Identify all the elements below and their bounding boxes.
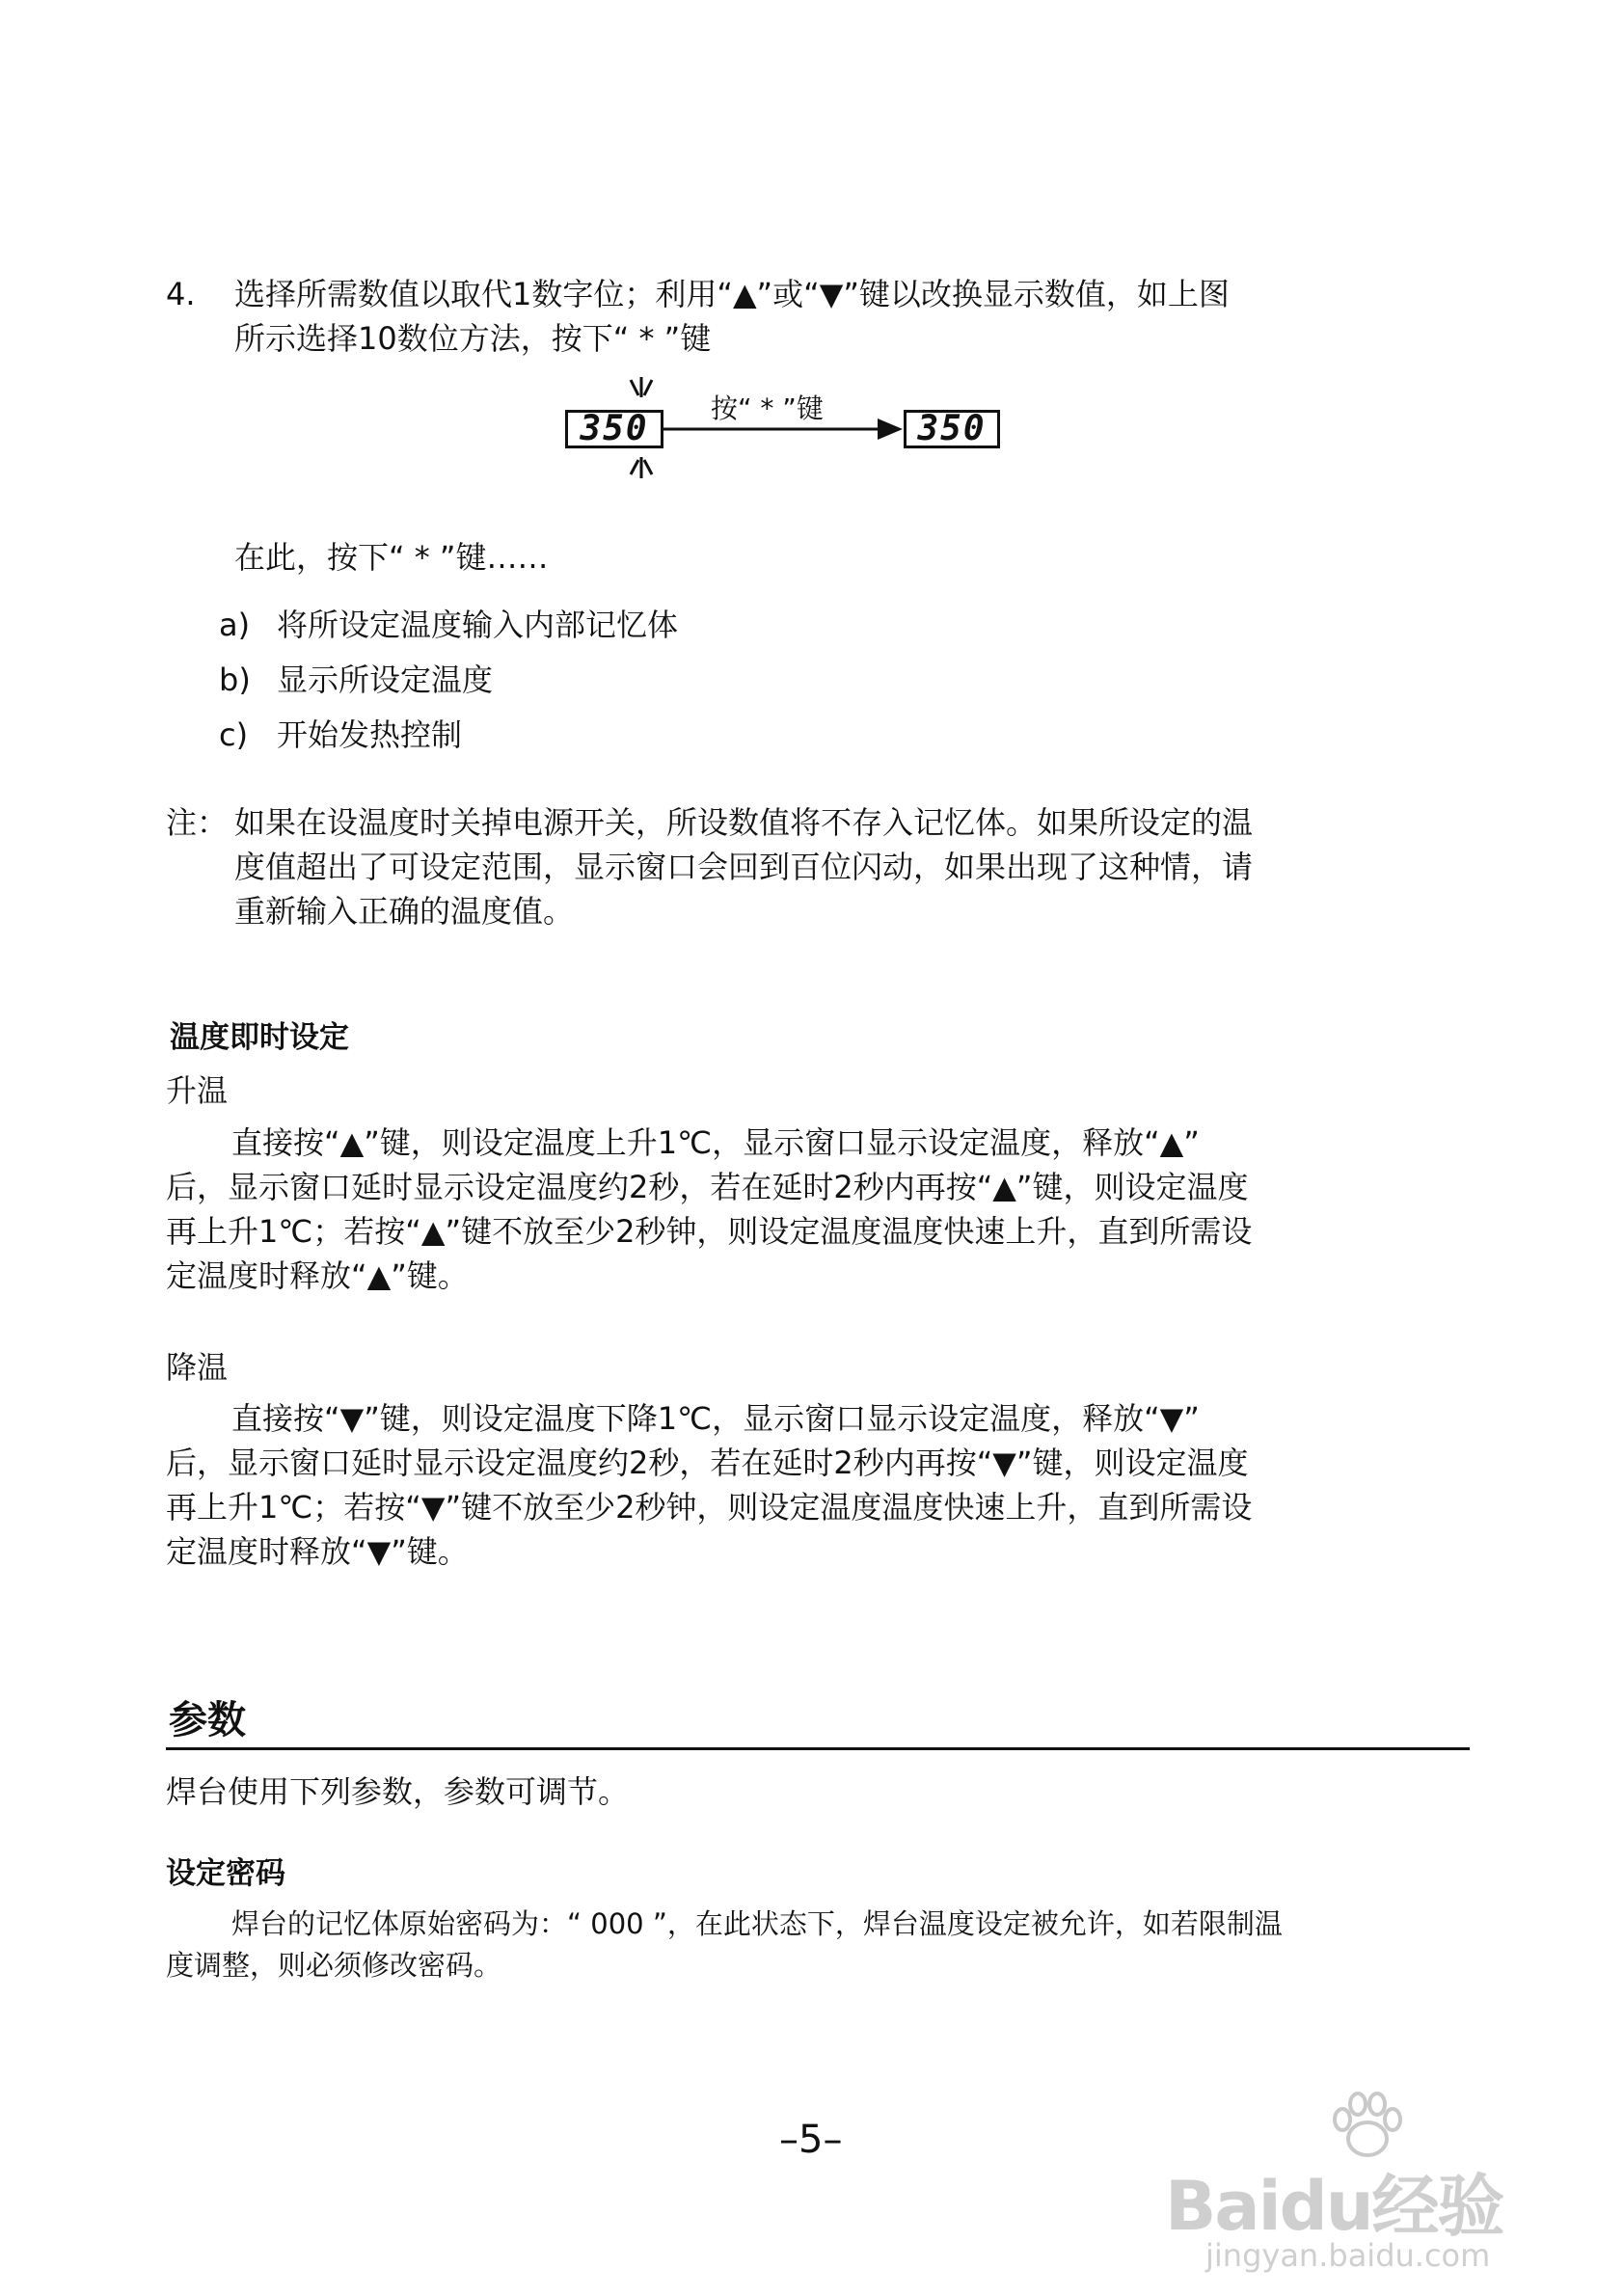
parameters-heading: 参数 bbox=[169, 1698, 246, 1742]
page-number: –5– bbox=[779, 2118, 843, 2162]
list-item: 显示所设定温度 bbox=[277, 662, 494, 698]
watermark-brand: Baidu经验 bbox=[1165, 2167, 1503, 2246]
lower-title: 降温 bbox=[166, 1349, 229, 1386]
password-line: 焊台的记忆体原始密码为：“ 000 ”，在此状态下，焊台温度设定被允许，如若限制温 bbox=[231, 1907, 1283, 1940]
step4-line2: 所示选择10数位方法，按下“ * ”键 bbox=[234, 320, 712, 357]
press-star-line: 在此，按下“ * ”键…… bbox=[234, 539, 549, 576]
parameters-intro: 焊台使用下列参数，参数可调节。 bbox=[166, 1773, 630, 1810]
display-after: 350 bbox=[904, 410, 1000, 448]
list-marker: a) bbox=[219, 607, 251, 643]
lower-line: 再上升1℃；若按“▼”键不放至少2秒钟，则设定温度温度快速上升，直到所需设 bbox=[166, 1489, 1253, 1526]
list-marker: b) bbox=[219, 662, 251, 698]
note-line3: 重新输入正确的温度值。 bbox=[234, 893, 575, 930]
password-line: 度调整，则必须修改密码。 bbox=[166, 1949, 502, 1982]
password-heading: 设定密码 bbox=[166, 1856, 285, 1891]
raise-line: 直接按“▲”键，则设定温度上升1℃，显示窗口显示设定温度，释放“▲” bbox=[231, 1124, 1200, 1161]
raise-title: 升温 bbox=[166, 1072, 229, 1109]
paw-logo-icon bbox=[1327, 2091, 1408, 2162]
display-before: 350 bbox=[565, 410, 663, 448]
raise-line: 再上升1℃；若按“▲”键不放至少2秒钟，则设定温度温度快速上升，直到所需设 bbox=[166, 1213, 1253, 1250]
step-number: 4. bbox=[166, 276, 196, 312]
section-divider bbox=[166, 1747, 1470, 1750]
list-item: 将所设定温度输入内部记忆体 bbox=[277, 607, 679, 643]
lower-line: 定温度时释放“▼”键。 bbox=[166, 1533, 469, 1570]
list-item: 开始发热控制 bbox=[277, 716, 463, 753]
lower-line: 直接按“▼”键，则设定温度下降1℃，显示窗口显示设定温度，释放“▼” bbox=[231, 1400, 1200, 1437]
watermark-url: jingyan.baidu.com bbox=[1205, 2237, 1491, 2274]
note-line2: 度值超出了可设定范围，显示窗口会回到百位闪动，如果出现了这种情，请 bbox=[234, 849, 1254, 885]
instant-setting-heading: 温度即时设定 bbox=[170, 1020, 349, 1055]
note-line1: 如果在设温度时关掉电源开关，所设数值将不存入记忆体。如果所设定的温 bbox=[234, 804, 1254, 841]
note-prefix: 注： bbox=[166, 804, 229, 841]
list-marker: c) bbox=[219, 716, 249, 753]
raise-line: 后，显示窗口延时显示设定温度约2秒，若在延时2秒内再按“▲”键，则设定温度 bbox=[166, 1169, 1249, 1205]
lower-line: 后，显示窗口延时显示设定温度约2秒，若在延时2秒内再按“▼”键，则设定温度 bbox=[166, 1445, 1249, 1481]
raise-line: 定温度时释放“▲”键。 bbox=[166, 1257, 469, 1294]
right-arrow-icon bbox=[663, 417, 905, 442]
step4-line1: 选择所需数值以取代1数字位；利用“▲”或“▼”键以改换显示数值，如上图 bbox=[234, 276, 1230, 312]
arrow-label: 按“ * ”键 bbox=[711, 392, 824, 424]
